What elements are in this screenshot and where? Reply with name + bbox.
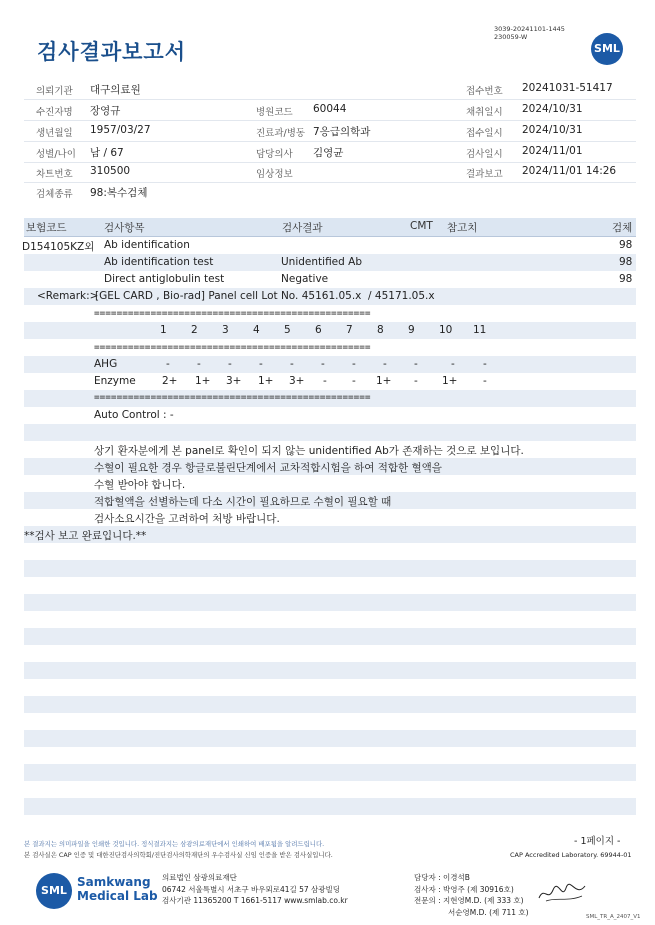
dept-value: 7응급의학과 <box>313 126 371 138</box>
panel-cell: - <box>483 375 487 387</box>
specimen-label: 검체종류 <box>36 189 73 200</box>
hosp-code-value: 60044 <box>313 103 347 115</box>
panel-cell: 1+ <box>442 375 458 387</box>
comment-line: 검사소요시간을 고려하여 처방 바랍니다. <box>94 513 280 525</box>
specialist-2: 서순영M.D. (제 711 호) <box>448 907 529 917</box>
brand-line1: Samkwang <box>77 875 151 889</box>
panel-cell: - <box>228 358 232 370</box>
stripe <box>24 594 636 611</box>
col-cmt: CMT <box>410 220 433 232</box>
panel-row-label: AHG <box>94 358 118 370</box>
col-result: 검사결과 <box>282 222 323 234</box>
contact: 검사기관 11365200 T 1661-5117 www.smlab.co.kr <box>162 896 348 905</box>
footer-note-1: 본 결과지는 의미파일을 인쇄한 것입니다. 정식결과지는 삼광의료재단에서 인쇄하여 배포됨을 알려드립니다. <box>24 840 325 848</box>
specimen-value: 98:복수검체 <box>90 187 148 199</box>
panel-col: 6 <box>315 324 322 336</box>
panel-cell: 3+ <box>226 375 242 387</box>
report-value: 2024/11/01 14:26 <box>522 165 617 177</box>
brand-line2: Medical Lab <box>77 889 158 903</box>
panel-cell: 3+ <box>289 375 305 387</box>
staff-name: 이경석B <box>443 873 470 882</box>
row-specimen: 98 <box>619 273 633 285</box>
chart-value: 310500 <box>90 165 131 177</box>
panel-row-label: Enzyme <box>94 375 136 387</box>
completion-note: **검사 보고 완료입니다.** <box>24 530 147 542</box>
panel-cell: - <box>352 358 356 370</box>
panel-col: 9 <box>408 324 415 336</box>
clinical-label: 임상정보 <box>256 169 293 180</box>
panel-col: 5 <box>284 324 291 336</box>
panel-cell: - <box>197 358 201 370</box>
stripe <box>24 730 636 747</box>
sex-age-value: 남 / 67 <box>90 147 124 159</box>
accept-value: 2024/10/31 <box>522 124 583 136</box>
row-item: Direct antiglobulin test <box>104 273 225 285</box>
collect-value: 2024/10/31 <box>522 103 583 115</box>
col-specimen: 검체 <box>612 222 633 234</box>
doctor-label: 담당의사 <box>256 149 293 160</box>
specialist-1: 지현영M.D. (제 333 호) <box>443 896 524 905</box>
comment-line: 상기 환자분에게 본 panel로 확인이 되지 않는 unidentified Ab가 존재하는 것으로 보입니다. <box>94 445 524 457</box>
separator-line: ================================================= <box>94 308 371 319</box>
stripe <box>24 662 636 679</box>
name-value: 장영규 <box>90 105 121 117</box>
test-date-label: 검사일시 <box>466 149 503 160</box>
comment-line: 적합혈액을 선별하는데 다소 시간이 필요하므로 수혈이 필요할 때 <box>94 496 392 508</box>
panel-col: 2 <box>191 324 198 336</box>
separator-line: ================================================= <box>94 392 371 403</box>
address: 06742 서울특별시 서초구 바우뫼로41길 57 삼광빌딩 <box>162 884 341 894</box>
panel-cell: - <box>290 358 294 370</box>
row-item: Ab identification test <box>104 256 214 268</box>
panel-cell: - <box>323 375 327 387</box>
comment-line: 수혈이 필요한 경우 항글로불린단계에서 교차적합시험을 하여 적합한 혈액을 <box>94 462 442 474</box>
separator-line: ================================================= <box>94 342 371 353</box>
panel-col: 3 <box>222 324 229 336</box>
row-result: Negative <box>281 273 329 285</box>
document-code <box>494 25 565 41</box>
panel-col: 8 <box>377 324 384 336</box>
form-version: SML_TR_A_2407_V1 <box>586 914 641 920</box>
org-label: 의뢰기관 <box>36 86 73 97</box>
stripe <box>24 798 636 815</box>
sml-logo: SML <box>591 33 623 65</box>
stripe <box>24 764 636 781</box>
col-item: 검사항목 <box>104 222 145 234</box>
staff-block <box>414 872 529 918</box>
hosp-code-label: 병원코드 <box>256 107 293 118</box>
specialist-label: 전문의 : <box>414 896 441 905</box>
panel-cell: - <box>166 358 170 370</box>
page-number: - 1페이지 - <box>574 836 621 847</box>
receipt-no-label: 접수번호 <box>466 86 503 97</box>
sex-age-label: 성별/나이 <box>36 149 76 160</box>
collect-label: 채취일시 <box>466 107 503 118</box>
tester-label: 검사자 : <box>414 884 441 894</box>
page-title: 검사결과보고서 <box>37 40 187 64</box>
stripe <box>24 628 636 645</box>
cap-accreditation: CAP Accredited Laboratory. 69944-01 <box>510 851 632 859</box>
report-label: 결과보고 <box>466 169 503 180</box>
info-row-3 <box>24 121 636 142</box>
panel-cell: - <box>321 358 325 370</box>
panel-cell: - <box>451 358 455 370</box>
stripe <box>24 560 636 577</box>
doctor-value: 김영균 <box>313 147 344 159</box>
panel-col: 10 <box>439 324 453 336</box>
info-row-6 <box>24 182 636 202</box>
staff-label: 담당자 : <box>414 873 441 882</box>
panel-cell: 1+ <box>195 375 211 387</box>
panel-cell: 2+ <box>162 375 178 387</box>
panel-cell: - <box>414 358 418 370</box>
test-date-value: 2024/11/01 <box>522 145 583 157</box>
document-code-line1: 3039-20241101-1445 <box>494 25 565 33</box>
chart-label: 차트번호 <box>36 169 73 180</box>
panel-col: 4 <box>253 324 260 336</box>
panel-col: 7 <box>346 324 353 336</box>
stripe <box>24 696 636 713</box>
panel-cell: - <box>259 358 263 370</box>
tester-name: 박영주 (제 30916호) <box>443 884 514 894</box>
lab-address-block <box>162 872 348 907</box>
dob-label: 생년월일 <box>36 128 73 139</box>
sml-logo-footer: SML <box>36 873 72 909</box>
document-code-line2: 230059-W <box>494 33 528 41</box>
col-code: 보험코드 <box>26 222 67 234</box>
panel-cell: - <box>352 375 356 387</box>
dept-label: 진료과/병동 <box>256 128 306 139</box>
comment-line: 수혈 받아야 합니다. <box>94 479 186 491</box>
name-label: 수진자명 <box>36 107 73 118</box>
stripe <box>24 424 636 441</box>
remark-label: <Remark:> <box>37 290 99 302</box>
org-name: 의료법인 삼광의료재단 <box>162 873 237 882</box>
accept-label: 접수일시 <box>466 128 503 139</box>
info-row-4 <box>24 142 636 163</box>
row-result: Unidentified Ab <box>281 256 362 268</box>
row-code: D154105KZ외 <box>22 241 95 253</box>
panel-col: 11 <box>473 324 487 336</box>
row-specimen: 98 <box>619 256 633 268</box>
info-row-2 <box>24 100 636 121</box>
remark-text: [GEL CARD , Bio-rad] Panel cell Lot No. 45161.05.x / 45171.05.x <box>95 290 435 302</box>
dob-value: 1957/03/27 <box>90 124 151 136</box>
panel-cell: - <box>414 375 418 387</box>
panel-cell: - <box>483 358 487 370</box>
signature-icon <box>536 880 588 906</box>
panel-cell: 1+ <box>258 375 274 387</box>
stripe <box>24 322 636 339</box>
row-specimen: 98 <box>619 239 633 251</box>
org-value: 대구의료원 <box>90 84 141 96</box>
panel-cell: 1+ <box>376 375 392 387</box>
results-table-header <box>24 218 636 237</box>
footer-note-2: 본 검사실은 CAP 인증 및 대한진단검사의학회/진단검사의학재단의 우수검사실 신임 인증을 받은 검사실입니다. <box>24 851 333 859</box>
panel-cell: - <box>383 358 387 370</box>
info-row-5 <box>24 162 636 183</box>
info-row-1 <box>24 79 636 100</box>
panel-col: 1 <box>160 324 167 336</box>
col-ref: 참고치 <box>447 222 478 234</box>
auto-control: Auto Control : - <box>94 409 174 421</box>
receipt-no-value: 20241031-51417 <box>522 82 613 94</box>
row-item: Ab identification <box>104 239 190 251</box>
brand-name <box>77 875 158 903</box>
